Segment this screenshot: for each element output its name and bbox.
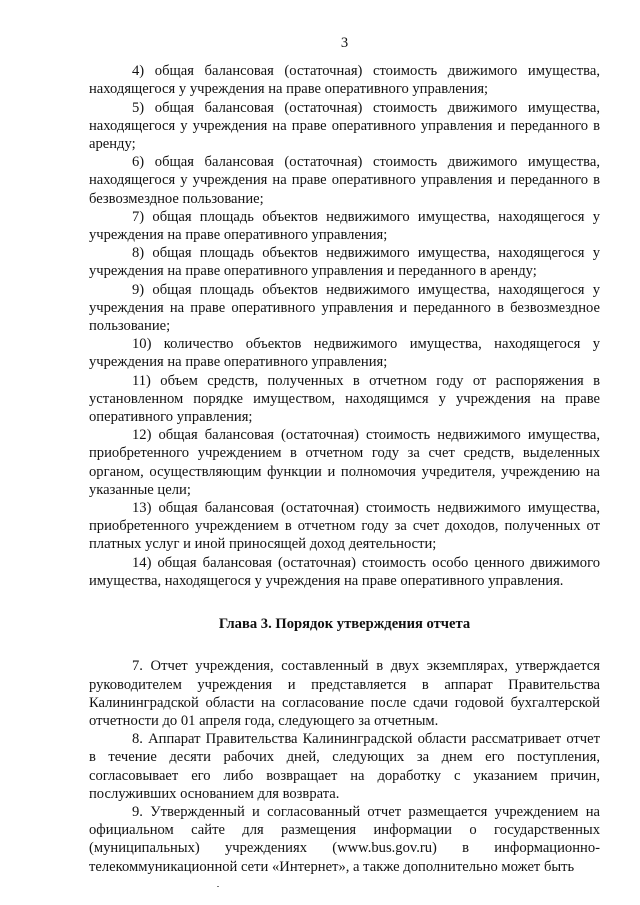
- chapter-paragraph: 8. Аппарат Правительства Калининградской области рассматривает отчет в течение десяти рабочих дней, следующих за днем его поступления, согласовывает его либо возвращает на доработку с указанием причин, послуживших основанием для возврата.: [89, 731, 600, 802]
- list-item: 14) общая балансовая (остаточная) стоимость особо ценного движимого имущества, находящегося у учреждения на праве оперативного управления.: [89, 554, 600, 589]
- list-item: 5) общая балансовая (остаточная) стоимость движимого имущества, находящегося у учреждения на праве оперативного управления и переданного в аренду;: [89, 99, 600, 153]
- list-item: 10) количество объектов недвижимого имущества, находящегося у учреждения на праве оперативного управления;: [89, 336, 600, 371]
- list-item: 11) объем средств, полученных в отчетном году от распоряжения в установленном порядке имуществом, находящимся у учреждения на праве оперативного управления;: [89, 372, 600, 426]
- chapter-title: Глава 3. Порядок утверждения отчета: [218, 616, 471, 633]
- list-item: 4) общая балансовая (остаточная) стоимость движимого имущества, находящегося у учреждения на праве оперативного управления;: [89, 63, 600, 98]
- document-page: [89, 34, 600, 876]
- list-item: 6) общая балансовая (остаточная) стоимость движимого имущества, находящегося у учреждения на праве оперативного управления и переданного в безвозмездное пользование;: [89, 154, 600, 207]
- page-number: 3: [340, 35, 349, 51]
- list-item: 9) общая площадь объектов недвижимого имущества, находящегося у учреждения на праве оперативного управления и переданного в безвозмездное пользование;: [89, 281, 600, 335]
- list-item: 13) общая балансовая (остаточная) стоимость недвижимого имущества, приобретенного учреждением в отчетном году за счет доходов, полученных от платных услуг и иной приносящей доход деятельности;: [89, 500, 600, 553]
- list-item: 7) общая площадь объектов недвижимого имущества, находящегося у учреждения на праве оперативного управления;: [89, 208, 600, 244]
- asset-indicator-list: [89, 62, 600, 590]
- list-item: 8) общая площадь объектов недвижимого имущества, находящегося у учреждения на праве оперативного управления и переданного в аренду;: [89, 245, 600, 280]
- list-item: 12) общая балансовая (остаточная) стоимость недвижимого имущества, приобретенного учреждением в отчетном году за счет средств, выделенных органом, осуществляющим функции и полномочия учредителя, учреждению на указанные цели;: [89, 427, 600, 498]
- chapter-paragraph: 9. Утвержденный и согласованный отчет размещается учреждением на официальном сайте для размещения информации о государственных (муниципальных) учреждениях (www.bus.gov.ru) в информационно-телекоммуникационной сети «Интернет», а также дополнительно может быть: [89, 803, 600, 875]
- scan-speck: [217, 886, 219, 887]
- chapter-body: [89, 657, 600, 875]
- chapter-paragraph: 7. Отчет учреждения, составленный в двух экземплярах, утверждается руководителем учреждения и представляется в аппарат Правительства Калининградской области на согласование после сдачи годовой бухгалтерской отчетности до 01 апреля года, следующего за отчетным.: [89, 658, 600, 729]
